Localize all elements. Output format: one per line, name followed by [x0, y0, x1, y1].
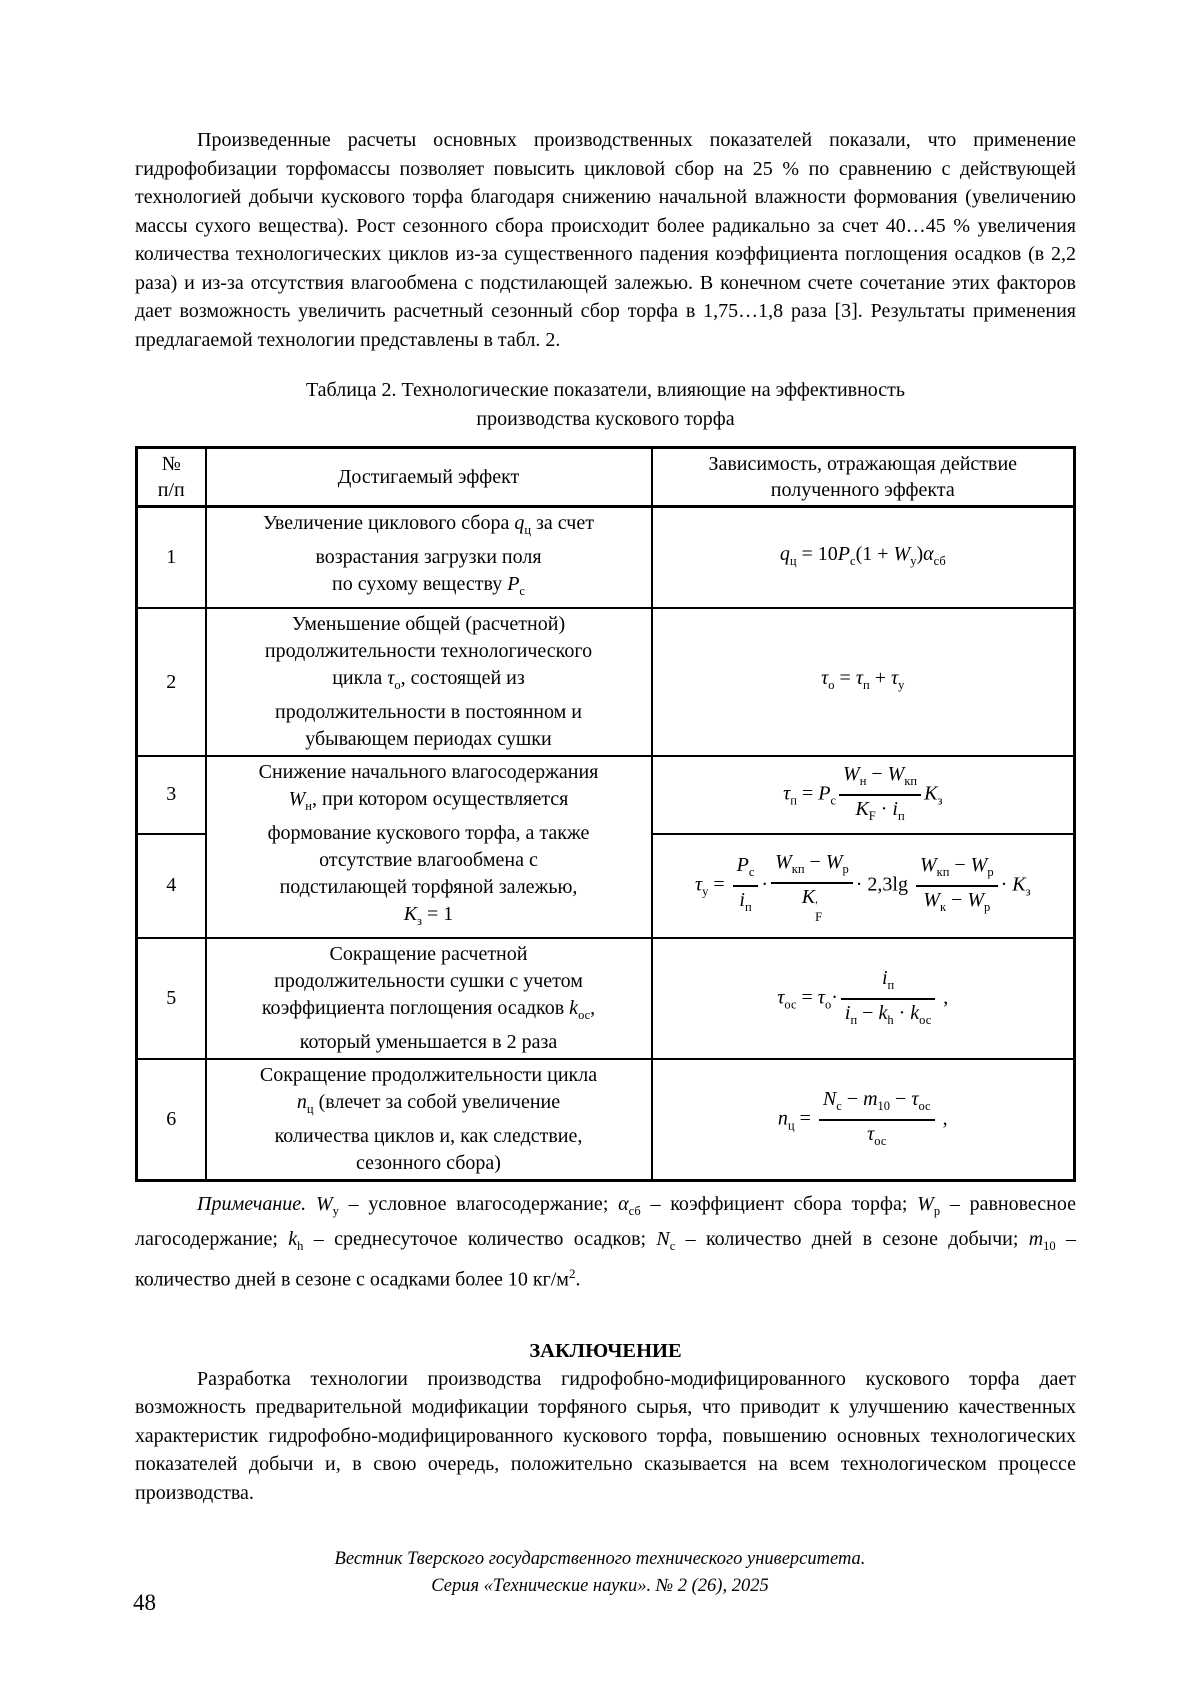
row-6-effect: Сокращение продолжительности цикла $n_ц$ (влечет за собой увеличение количества циклов и, как следствие, сезонного сбора) — [206, 1059, 652, 1181]
row-1-number: 1 — [137, 507, 206, 609]
row-3-4-effect: Снижение начального влагосодержания $W_н$, при котором осуществляется формование кускового торфа, а также отсутствие влагообмена с подстилающей торфяной залежью, $K_з = 1$ — [206, 756, 652, 938]
row-3-formula: $\tau_п = P_с$ $\frac{W_н - W_{кп}}{K_F \cdot i_п}$ $K_з$ — [652, 756, 1075, 834]
table-caption — [135, 376, 1076, 434]
table-row-6 — [137, 1059, 1075, 1181]
table-row-1 — [137, 507, 1075, 609]
row-5-formula: $\tau_{ос} = \tau_о\cdot$ $\frac{i_п}{i_п - k_h \cdot k_{ос}}$ , — [652, 938, 1075, 1059]
conclusion-heading: ЗАКЛЮЧЕНИЕ — [529, 1339, 682, 1362]
page-number: 48 — [133, 1590, 156, 1615]
conclusion-paragraph: Разработка технологии производства гидрофобно-модифицированного кускового торфа дает возможность предварительной модификации торфяного сырья, что приводит к улучшению качественных характеристик гидрофобно-модифицированного кускового торфа, повышению основных технологических показателей добычи и, в свою очередь, положительно сказывается на всем технологическом процессе производства. — [135, 1367, 1076, 1504]
table-header-row — [137, 448, 1075, 507]
row-2-formula: $\tau_о = \tau_п + \tau_у$ — [652, 608, 1075, 756]
footer-line1: Вестник Тверского государственного технического университета. — [334, 1549, 866, 1569]
header-effect: Достигаемый эффект — [206, 448, 652, 507]
row-6-formula: $n_ц$ = $\frac{N_с - m_{10} - \tau_{ос}}{\tau_{ос}}$ , — [652, 1059, 1075, 1181]
row-1-effect: Увеличение циклового сбора $q_ц$ за счет возрастания загрузки поля по сухому веществу $P_с$ — [206, 507, 652, 609]
footer-line2: Серия «Технические науки». № 2 (26), 2025 — [431, 1576, 769, 1596]
row-4-formula: $\tau_у$ = $\frac{P_с}{i_п}$ · $W_{кп} - W_р$ K ′ F · 2,3lg $\frac{W_{кп} - W_р}{W_к - W_р}$ · $K_з$ — [652, 834, 1075, 938]
table-row-5 — [137, 938, 1075, 1059]
table-caption-line2: производства кускового торфа — [476, 408, 735, 430]
table-2 — [135, 446, 1076, 1182]
row-5-number: 5 — [137, 938, 206, 1059]
row-1-formula: $q_ц = 10P_с(1 + W_у)\alpha_{сб}$ — [652, 507, 1075, 609]
row-2-number: 2 — [137, 608, 206, 756]
row-6-number: 6 — [137, 1059, 206, 1181]
journal-footer — [0, 1546, 1200, 1600]
row-4-number: 4 — [137, 834, 206, 938]
table-note: Примечание. $W_у$ – условное влагосодержание; $\alpha_{сб}$ – коэффициент сбора торфа; $W_р$ – равновесное лагосодержание; $k_h$ – среднесуточое количество осадков; $N_с$ – количество дней в сезоне добычи; $m_{10}$ – количество дней в сезоне с осадками более 10 $кг/м^2$. — [135, 1193, 1076, 1291]
header-dependence: Зависимость, отражающая действие полученного эффекта — [652, 448, 1075, 507]
row-5-effect: Сокращение расчетной продолжительности сушки с учетом коэффициента поглощения осадков $k_{ос}$, который уменьшается в 2 раза — [206, 938, 652, 1059]
row-2-effect: Уменьшение общей (расчетной) продолжительности технологического цикла $\tau_о$, состоящей из продолжительности в постоянном и убывающем периодах сушки — [206, 608, 652, 756]
table-row-2 — [137, 608, 1075, 756]
table-row-3 — [137, 756, 1075, 834]
table-caption-line1: Таблица 2. Технологические показатели, влияющие на эффективность — [305, 379, 906, 401]
page-content — [135, 0, 1076, 1507]
intro-paragraph: Произведенные расчеты основных производственных показателей показали, что применение гидрофобизации торфомассы позволяет повысить цикловой сбор на 25 % по сравнению с действующей технологией добычи кускового торфа благодаря снижению начальной влажности формования (увеличению массы сухого вещества). Рост сезонного сбора происходит более радикально за счет 40…45 % увеличения количества технологических циклов из-за существенного падения коэффициента поглощения осадков (в 2,2 раза) и из-за отсутствия влагообмена с подстилающей залежью. В конечном счете сочетание этих факторов дает возможность увеличить расчетный сезонный сбор торфа в 1,75…1,8 раза [3]. Результаты применения предлагаемой технологии представлены в табл. 2. — [135, 129, 1076, 351]
header-num: № п/п — [137, 448, 206, 507]
row-3-number: 3 — [137, 756, 206, 834]
